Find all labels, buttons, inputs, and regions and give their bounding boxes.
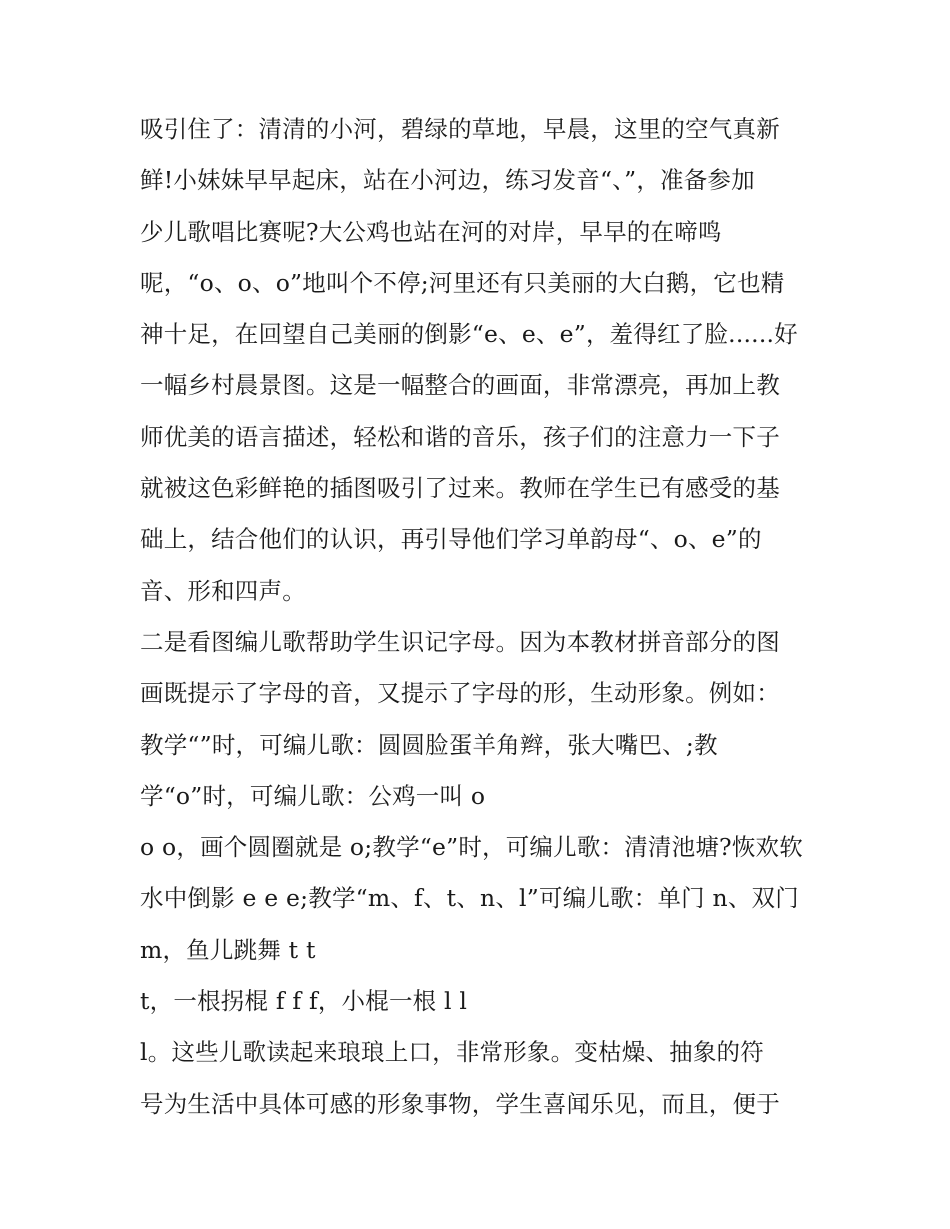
- text-line: 学“o”时，可编儿歌：公鸡一叫 o: [140, 781, 486, 810]
- body-text: [140, 104, 820, 1130]
- text-line: 水中倒影 e e e;教学“m、f、t、n、l”可编儿歌：单门 n、双门: [140, 884, 799, 913]
- text-line: 二是看图编儿歌帮助学生识记字母。因为本教材拼音部分的图: [140, 627, 780, 656]
- text-line: o o，画个圆圈就是 o;教学“e”时，可编儿歌：清清池塘?恢欢软: [140, 833, 803, 862]
- text-line: 画既提示了字母的音，又提示了字母的形，生动形象。例如：: [140, 679, 780, 708]
- text-line: 就被这色彩鲜艳的插图吸引了过来。教师在学生已有感受的基: [140, 474, 780, 503]
- text-line: l。这些儿歌读起来琅琅上口，非常形象。变枯燥、抽象的符: [140, 1038, 764, 1067]
- text-line: 吸引住了：清清的小河，碧绿的草地，早晨，这里的空气真新: [140, 115, 780, 143]
- text-line: 神十足，在回望自己美丽的倒影“e、e、e”，羞得红了脸......好: [140, 320, 798, 349]
- text-line: 鲜!小妹妹早早起床，站在小河边，练习发音“、”，准备参加: [140, 166, 755, 195]
- text-line: 呢，“o、o、o”地叫个不停;河里还有只美丽的大白鹅，它也精: [140, 268, 785, 297]
- text-line: 号为生活中具体可感的形象事物，学生喜闻乐见，而且，便于: [140, 1089, 780, 1118]
- text-line: 少儿歌唱比赛呢?大公鸡也站在河的对岸，早早的在啼鸣: [140, 217, 722, 246]
- text-line: 音、形和四声。: [140, 576, 306, 605]
- text-line: 师优美的语言描述，轻松和谐的音乐，孩子们的注意力一下子: [140, 422, 780, 451]
- text-line: 一幅乡村晨景图。这是一幅整合的画面，非常漂亮，再加上教: [140, 371, 780, 400]
- text-line: m，鱼儿跳舞 t t: [140, 935, 316, 964]
- text-line: 础上，结合他们的认识，再引导他们学习单韵母“、o、e”的: [140, 525, 762, 554]
- text-line: t，一根拐棍 f f f，小棍一根 l l: [140, 987, 468, 1016]
- text-line: 教学“”时，可编儿歌：圆圆脸蛋羊角辫，张大嘴巴、;教: [140, 730, 718, 759]
